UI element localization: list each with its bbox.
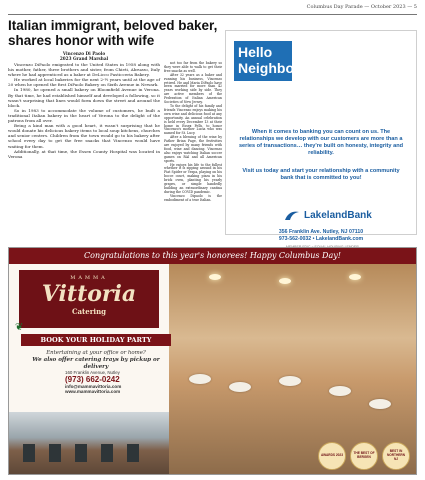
article-column-2-text	[164, 62, 222, 203]
holly-icon: ❦	[15, 322, 24, 333]
chandelier	[209, 274, 221, 280]
delivery-line: We also offer catering trays by pickup or delivery	[32, 357, 160, 370]
logo-mamma: MAMMA	[70, 275, 108, 281]
banquet-hall-photo	[169, 264, 416, 475]
bank-street: 356 Franklin Ave. Nutley, NJ 07110	[278, 229, 364, 235]
bank-visit-text: Visit us today and start your relationship with a community bank that is committed to you!	[242, 168, 400, 181]
vittoria-logo	[19, 270, 159, 328]
award-badge: AWARDS 2023	[318, 442, 346, 470]
window	[49, 444, 61, 462]
dining-table	[369, 399, 391, 409]
bank-tagline: When it comes to banking you can count on us. The relationships we develop with our customers are more than a series of transactions… they're built on honesty, integrity and reliability.	[238, 129, 404, 156]
byline-name: Vincenzo Di Paolo	[62, 51, 106, 56]
award-badge: THE BEST OF BERGEN	[350, 442, 378, 470]
vittoria-contact	[65, 370, 169, 394]
lakeland-logo	[284, 209, 372, 221]
paragraph: not too far from the bakery so they were able to walk to get their free snacks as well.	[164, 61, 222, 73]
dining-table	[279, 376, 301, 386]
paragraph: To the delight of his family and friends Vincenzo enjoys making his own wine and delicious food at any opportunity. An annual celebration is held every December 13 at their home in Essex Fells, to honor Vincenzo's mother Lucia who was named for St. Lucy.	[164, 103, 222, 136]
byline	[8, 51, 160, 61]
lakeland-logo-text: LakelandBank	[304, 209, 372, 221]
chandelier	[349, 274, 361, 280]
mamma-vittoria-ad[interactable]	[8, 247, 417, 475]
dining-table	[329, 386, 351, 396]
paragraph: So in 1983 to accommodate the volume of customers, he built a traditional Italian bakery in the heart of Verona to the delight of the patrons from all over.	[8, 107, 160, 124]
running-header	[8, 4, 417, 14]
congrats-banner: Congratulations to this year's honorees! Happy Columbus Day!	[9, 248, 416, 264]
dining-table	[229, 382, 251, 392]
article-headline: Italian immigrant, beloved baker, shares honor with wife	[8, 18, 218, 48]
lakeland-mark-icon	[284, 209, 300, 221]
window	[101, 444, 113, 462]
paragraph: Vincenzo Dipaolo is the embodiment of a true Italian.	[164, 193, 222, 202]
paragraph: After a blessing of the wine by Father Brian Page, the festivities are enjoyed by many friends with food, wine and dancing. Vincenzo also enjoys watching Italian soccer games on RAI and all American sports.	[164, 135, 222, 163]
article-column-1	[8, 62, 160, 159]
vittoria-website[interactable]: www.mammavittoria.com	[65, 389, 121, 394]
paragraph: In 1980, he opened a small bakery on Bloomfield Avenue in Verona. By that time, he had established himself and developed a following, so it wasn't surprising that lines would form down the street and around the block.	[8, 87, 160, 108]
paragraph: He enjoys his life to the fullest whether it is sipping around in his Fiat Spider or Vespa, playing on his bocce court, making pizza in his brick oven, planting his yearly grapes, or simple handedly building an extraordinary cantina during the COVID pandemic.	[164, 162, 222, 194]
vittoria-address: 160 Franklin Avenue, Nutley	[65, 370, 120, 375]
window	[75, 444, 87, 462]
chandelier	[279, 278, 291, 284]
vittoria-info-pane	[9, 264, 169, 475]
logo-vittoria: Vittoria	[41, 281, 137, 307]
vittoria-phone[interactable]: (973) 662-0242	[65, 375, 120, 384]
paragraph: Vincenzo DiPaolo emigrated to the United States in 1958 along with his mother, father, three brothers and sister, from Chieti, Abruzzo, Italy where he had apprenticed as a baker at DeLicco Pasticceria Bakery.	[8, 62, 160, 78]
header-rule	[8, 14, 417, 15]
paragraph: Additionally, at that time, the Essex County Hospital was located in Verona	[8, 148, 160, 159]
vittoria-email[interactable]: info@mammavittoria.com	[65, 384, 122, 389]
hello-neighbor-box: Hello Neighbor!	[234, 41, 292, 81]
paragraph: Being a kind man with a good heart, it wasn't surprising that he would donate his delicious bakery items to local soup kitchens, churches and senior centers. Children from the town would go to his bakery after school every day to get the free snacks that Vincenzo would have waiting for them.	[8, 123, 160, 149]
award-badge: BEST IN NORTHERN NJ	[382, 442, 410, 470]
byline-title: 2023 Grand Marshal	[59, 56, 109, 61]
catering-copy	[21, 350, 171, 371]
running-header-text: Columbus Day Parade — October 2023 — 5	[306, 4, 417, 10]
logo-catering: Catering	[71, 307, 107, 316]
bank-address	[234, 229, 408, 242]
entertaining-line: Entertaining at your office or home?	[46, 350, 146, 356]
dining-table	[189, 374, 211, 384]
window	[127, 444, 139, 462]
window	[23, 444, 35, 462]
bank-phone-web: 973-562-0032 • LakelandBank.com	[278, 235, 364, 242]
award-badges	[318, 442, 410, 470]
lakeland-bank-ad[interactable]	[225, 30, 417, 242]
storefront-photo	[9, 412, 169, 475]
paragraph: He worked at local bakeries for the next 2-½ years until at the age of 20 when he opened the first DiPaolo Bakery on Sixth Avenue in Newark.	[8, 77, 160, 88]
holiday-party-banner: BOOK YOUR HOLIDAY PARTY	[21, 334, 171, 346]
paragraph: After 32 years as a baker and running his business, Vincenzo retired. He and Maria DiPaolo have been married for more than 42 years working side by side. They are active members of the Federation of Italian American Societies of New Jersey.	[164, 72, 222, 105]
